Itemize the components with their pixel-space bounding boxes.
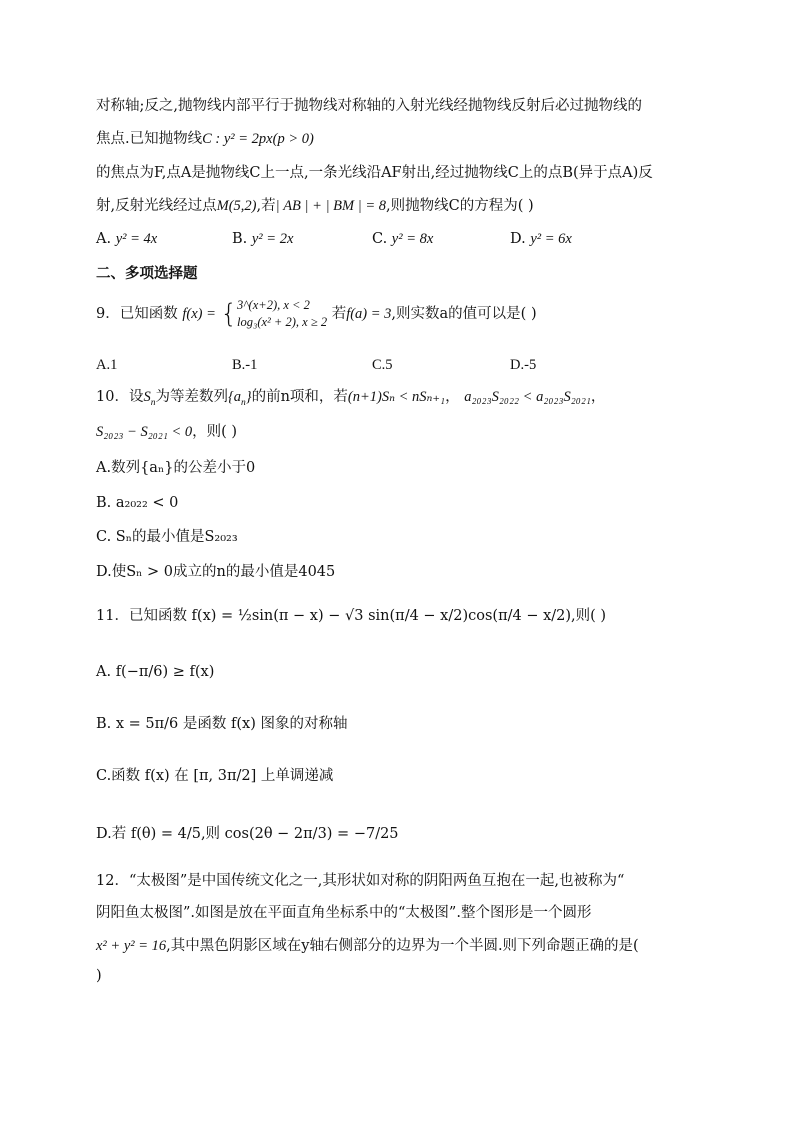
q10-line-1: 10．设$S_n$为等差数列$\{a_n\}$的前n项和，若(n+1)Sₙ < nSₙ₊₁， a₂₀₂₃S₂₀₂₂ < a₂₀₂₃S₂₀₂₁， bbox=[96, 389, 606, 408]
q12-line-2: 阴阳鱼太极图”.如图是放在平面直角坐标系中的“太极图”.整个图形是一个圆形 bbox=[96, 905, 592, 921]
q11-option-b: B. x = 5π/6 是函数 f(x) 图象的对称轴 bbox=[96, 716, 348, 732]
q12-line-3: x² + y² = 16,其中黑色阴影区域在y轴右侧部分的边界为一个半圆.则下列命题正确的是( bbox=[96, 938, 639, 954]
q11-stem: 11．已知函数 f(x) = ½sin(π − x) − √3 sin(π/4 − x/2)cos(π/4 − x/2),则( ) bbox=[96, 608, 607, 624]
q8-line-4: 射,反射光线经过点M(5,2),若| AB | + | BM | = 8,则抛物线C的方程为( ) bbox=[96, 198, 534, 214]
q9-option-c: C.5 bbox=[372, 357, 393, 373]
q8-option-a: A. y² = 4x bbox=[96, 231, 158, 247]
left-brace-icon: { bbox=[220, 299, 238, 329]
parabola-equation: C : y² = 2px(p > 0) bbox=[202, 131, 314, 147]
q9-option-b: B.-1 bbox=[232, 357, 258, 373]
q9-option-d: D.-5 bbox=[510, 357, 537, 373]
q11-option-d: D.若 f(θ) = 4/5,则 cos(2θ − 2π/3) = −7/25 bbox=[96, 826, 399, 842]
q12-line-4: ) bbox=[96, 968, 102, 984]
q10-option-b: B. a₂₀₂₂ < 0 bbox=[96, 495, 179, 511]
q8-option-c: C. y² = 8x bbox=[372, 231, 434, 247]
q11-option-c: C.函数 f(x) 在 [π, 3π/2] 上单调递减 bbox=[96, 768, 334, 784]
q11-option-a: A. f(−π/6) ≥ f(x) bbox=[96, 664, 215, 680]
q10-option-a: A.数列{aₙ}的公差小于0 bbox=[96, 460, 256, 476]
q10-option-d: D.使Sₙ > 0成立的n的最小值是4045 bbox=[96, 564, 336, 580]
piecewise-cases: 3^(x+2), x < 2 log₃(x² + 2), x ≥ 2 bbox=[237, 298, 328, 329]
q9-stem: 9．已知函数 f(x) = { 3^(x+2), x < 2 log₃(x² + 2), x ≥ 2 若f(a) = 3,则实数a的值可以是( ) bbox=[96, 298, 537, 329]
q12-line-1: 12．“太极图”是中国传统文化之一,其形状如对称的阴阳两鱼互抱在一起,也被称为“ bbox=[96, 873, 625, 889]
q10-option-c: C. Sₙ的最小值是S₂₀₂₃ bbox=[96, 529, 238, 545]
q10-line-2: S₂₀₂₃ − S₂₀₂₁ < 0，则( ) bbox=[96, 424, 238, 440]
q8-line-3: 的焦点为F,点A是抛物线C上一点,一条光线沿AF射出,经过抛物线C上的点B(异于点A)反 bbox=[96, 165, 653, 181]
q8-option-b: B. y² = 2x bbox=[232, 231, 294, 247]
section-title-multiple-choice: 二、多项选择题 bbox=[96, 266, 198, 282]
q8-line-1: 对称轴;反之,抛物线内部平行于抛物线对称轴的入射光线经抛物线反射后必过抛物线的 bbox=[96, 98, 642, 114]
q8-line-2: 焦点.已知抛物线C : y² = 2px(p > 0) bbox=[96, 131, 314, 147]
q9-option-a: A.1 bbox=[96, 357, 118, 373]
q8-option-d: D. y² = 6x bbox=[510, 231, 572, 247]
